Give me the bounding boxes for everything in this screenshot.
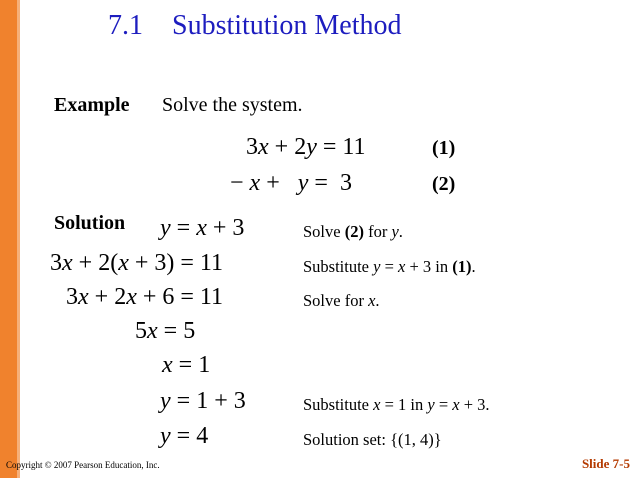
copyright-footer: Copyright © 2007 Pearson Education, Inc. — [6, 460, 160, 470]
step-5-equation: x = 1 — [162, 352, 211, 378]
step-3-note: Solve for x. — [303, 291, 380, 310]
step-1-note: Solve (2) for y. — [303, 222, 403, 241]
slide-title: Substitution Method — [172, 10, 402, 41]
left-accent-bar — [0, 0, 17, 478]
section-number: 7.1 — [108, 10, 143, 41]
step-3-equation: 3x + 2x + 6 = 11 — [66, 284, 224, 310]
step-6-equation: y = 1 + 3 — [160, 388, 246, 414]
step-7-note: Solution set: {(1, 4)} — [303, 430, 442, 449]
step-7-equation: y = 4 — [160, 423, 209, 449]
step-4-equation: 5x = 5 — [135, 318, 196, 344]
step-2-equation: 3x + 2(x + 3) = 11 — [50, 250, 224, 276]
step-1-equation: y = x + 3 — [160, 215, 245, 241]
system-equation-2: − x + y = 3 — [230, 170, 352, 196]
step-6-note: Substitute x = 1 in y = x + 3. — [303, 395, 490, 414]
slide-number: Slide 7-5 — [581, 456, 630, 471]
solution-label: Solution — [54, 212, 126, 234]
example-label: Example — [54, 94, 130, 116]
example-prompt: Solve the system. — [162, 94, 303, 116]
system-equation-1: 3x + 2y = 11 — [246, 134, 366, 160]
left-accent-stripe — [17, 0, 20, 478]
system-tag-2: (2) — [432, 173, 456, 195]
step-2-note: Substitute y = x + 3 in (1). — [303, 257, 476, 276]
system-tag-1: (1) — [432, 137, 456, 159]
